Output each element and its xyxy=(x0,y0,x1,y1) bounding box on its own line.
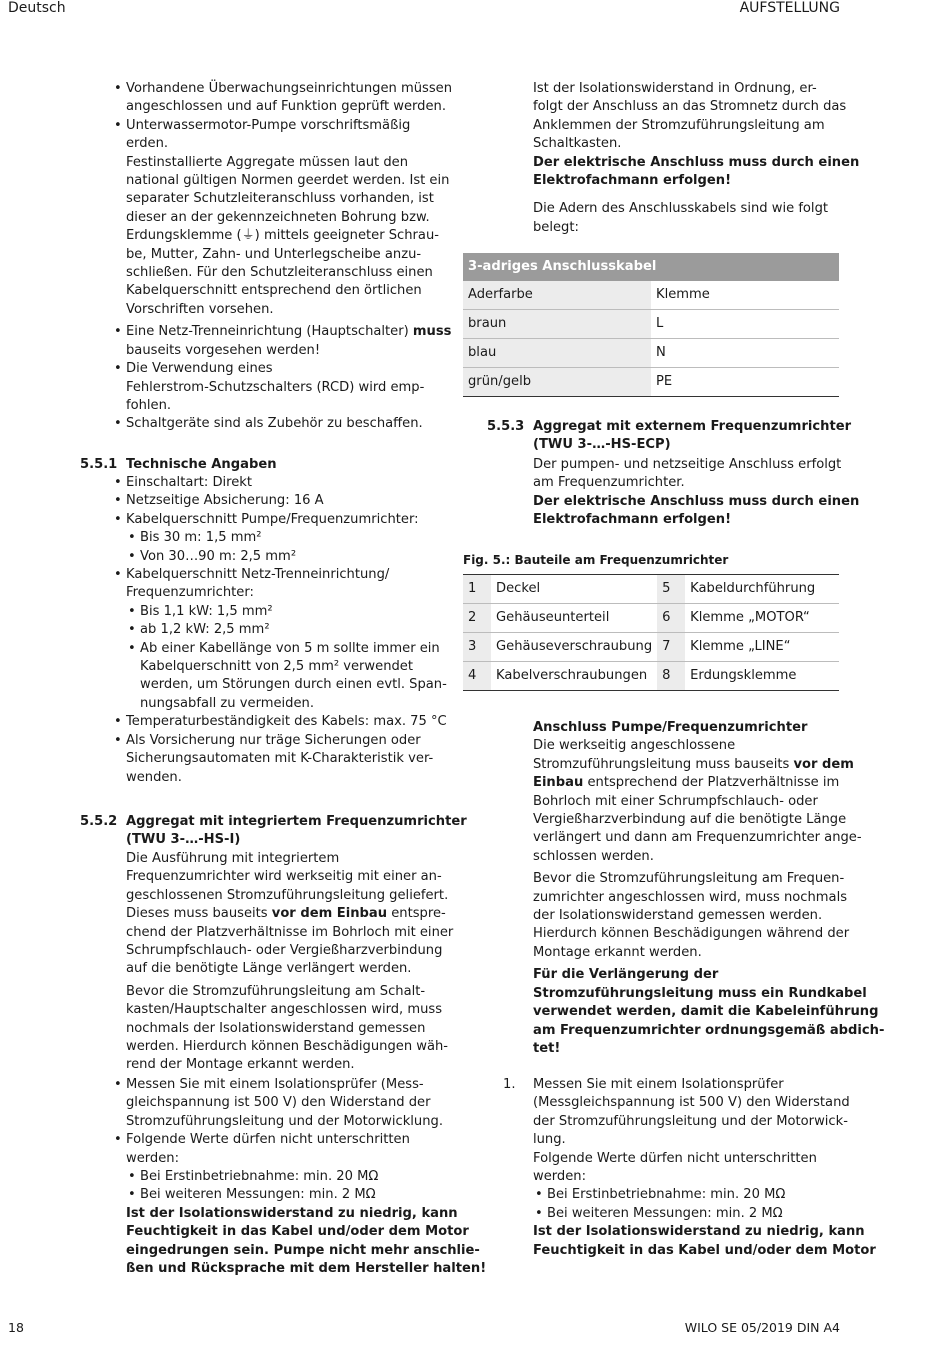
paragraph-line: der Stromzuführungsleitung und der Motorwick- xyxy=(533,1113,848,1129)
sub-list-item: • Ab einer Kabellänge von 5 m sollte immer ein xyxy=(128,640,444,658)
table-cell: Erdungsklemme xyxy=(685,662,839,691)
list-item-cont: erden. xyxy=(126,136,169,152)
footer-page-number: 18 xyxy=(8,1320,24,1335)
parts-table xyxy=(463,574,839,691)
table-cell: PE xyxy=(651,368,839,397)
section-title-553: Aggregat mit externem Frequenzumrichter xyxy=(533,419,852,434)
list-item-cont: Stromzuführungsleitung und der Motorwicklung. xyxy=(126,1113,443,1129)
table-cell: braun xyxy=(463,310,651,339)
paragraph-line: (Messgleichspannung ist 500 V) den Widerstand xyxy=(533,1095,850,1111)
table-row xyxy=(463,310,839,339)
list-item-cont: dieser an der gekennzeichneten Bohrung bzw. xyxy=(126,209,430,225)
warning-line: ßen und Rücksprache mit dem Hersteller halten! xyxy=(126,1261,487,1277)
list-item: • Als Vorsicherung nur träge Sicherungen oder xyxy=(114,732,444,750)
paragraph-line: Folgende Werte dürfen nicht unterschritten xyxy=(533,1150,817,1166)
header-language: Deutsch xyxy=(8,0,66,16)
section-553-body xyxy=(533,456,860,530)
sub-list-item: • Bei Erstinbetriebnahme: min. 20 MΩ xyxy=(535,1186,845,1204)
paragraph-line: Stromzuführungsleitung muss bauseits vor dem xyxy=(533,756,854,772)
paragraph-line: chend der Platzverhältnisse im Bohrloch mit einer xyxy=(126,924,454,940)
section-number-551: 5.5.1 xyxy=(80,457,118,472)
list-item: • Eine Netz-Trenneinrichtung (Hauptschalter) muss xyxy=(114,323,444,341)
paragraph-line: Bohrloch mit einer Schrumpfschlauch- oder xyxy=(533,793,818,809)
step-1-body xyxy=(533,1076,876,1260)
list-item: • Temperaturbeständigkeit des Kabels: max. 75 °C xyxy=(114,713,444,731)
table-cell: Klemme „MOTOR“ xyxy=(685,604,839,633)
list-item-cont: bauseits vorgesehen werden! xyxy=(126,342,321,358)
warning-line: am Frequenzumrichter ordnungsgemäß abdich- xyxy=(533,1022,885,1038)
list-item: • Kabelquerschnitt Pumpe/Frequenzumrichter: xyxy=(114,511,444,529)
paragraph-line: auf die benötigte Länge verlängert werden. xyxy=(126,961,412,977)
list-item: • Unterwassermotor-Pumpe vorschriftsmäßig xyxy=(114,117,444,135)
subsection-title: Anschluss Pumpe/Frequenzumrichter xyxy=(533,720,808,735)
warning-line: Der elektrische Anschluss muss durch einen xyxy=(533,493,860,509)
cable-assignment-table xyxy=(463,253,839,397)
table-row xyxy=(463,281,839,310)
paragraph-line: werden: xyxy=(533,1169,586,1185)
list-item: • Einschaltart: Direkt xyxy=(114,474,444,492)
table-cell: Kabeldurchführung xyxy=(685,575,839,604)
warning-line: eingedrungen sein. Pumpe nicht mehr anschlie- xyxy=(126,1242,480,1258)
section-subtitle-552: (TWU 3-…-HS-I) xyxy=(126,832,241,847)
paragraph-line: Ist der Isolationswiderstand in Ordnung, er- xyxy=(533,81,817,96)
paragraph-line: Messen Sie mit einem Isolationsprüfer xyxy=(533,1077,784,1092)
paragraph-line: Hierdurch können Beschädigungen während der xyxy=(533,926,850,942)
table-cell: 2 xyxy=(463,604,491,633)
table-cell: 6 xyxy=(657,604,685,633)
table-row xyxy=(463,339,839,368)
table-cell: grün/gelb xyxy=(463,368,651,397)
paragraph-line: Bevor die Stromzuführungsleitung am Frequen- xyxy=(533,871,845,887)
paragraph-line: Die Ausführung mit integriertem xyxy=(126,851,340,866)
paragraph-line: zumrichter angeschlossen wird, muss nochmals xyxy=(533,889,848,905)
list-item-cont: Fehlerstrom-Schutzschalters (RCD) wird emp- xyxy=(126,379,425,395)
paragraph-line: am Frequenzumrichter. xyxy=(533,475,685,491)
paragraph-line: der Isolationswiderstand gemessen werden. xyxy=(533,908,823,924)
right-intro xyxy=(533,80,860,237)
section-title-551: Technische Angaben xyxy=(126,457,277,472)
paragraph-line: Bevor die Stromzuführungsleitung am Schalt- xyxy=(126,983,426,999)
step-number: 1. xyxy=(503,1077,516,1092)
paragraph-line: Die werkseitig angeschlossene xyxy=(533,738,736,754)
section-subtitle-553: (TWU 3-…-HS-ECP) xyxy=(533,437,671,452)
table-cell: 4 xyxy=(463,662,491,691)
header-chapter: AUFSTELLUNG xyxy=(739,0,840,16)
paragraph-line: schlossen werden. xyxy=(533,848,654,864)
sub-list-item: • Bei Erstinbetriebnahme: min. 20 MΩ xyxy=(128,1168,444,1186)
table-cell: Kabelverschraubungen xyxy=(491,662,657,691)
sub-list-item: • Bei weiteren Messungen: min. 2 MΩ xyxy=(128,1186,444,1204)
section-number-552: 5.5.2 xyxy=(80,814,118,829)
paragraph-line: Schaltkasten. xyxy=(533,136,622,152)
warning-line: tet! xyxy=(533,1040,561,1056)
connection-section xyxy=(533,719,885,1058)
list-item-cont: wenden. xyxy=(126,769,182,785)
warning-line: Elektrofachmann erfolgen! xyxy=(533,173,732,189)
paragraph-line: Montage erkannt werden. xyxy=(533,944,702,960)
warning-line: Ist der Isolationswiderstand zu niedrig, kann xyxy=(533,1224,865,1240)
list-item-cont: be, Mutter, Zahn- und Unterlegscheibe anzu- xyxy=(126,246,422,262)
warning-line: Stromzuführungsleitung muss ein Rundkabel xyxy=(533,985,867,1001)
list-item: • Vorhandene Überwachungseinrichtungen müssen xyxy=(114,80,444,98)
paragraph-line: verlängert und dann am Frequenzumrichter ange- xyxy=(533,830,862,846)
list-item-cont: national gültigen Normen geerdet werden. Ist ein xyxy=(126,173,450,189)
list-item-cont: angeschlossen und auf Funktion geprüft werden. xyxy=(126,99,447,115)
warning-line: Ist der Isolationswiderstand zu niedrig, kann xyxy=(126,1205,458,1221)
sub-list-item-cont: werden, um Störungen durch einen evtl. Span- xyxy=(140,677,447,693)
list-item-cont: gleichspannung ist 500 V) den Widerstand der xyxy=(126,1095,431,1111)
paragraph-line: rend der Montage erkannt werden. xyxy=(126,1057,355,1073)
paragraph-line: Frequenzumrichter wird werkseitig mit einer an- xyxy=(126,869,442,885)
table-row xyxy=(463,575,839,604)
table-cell: 7 xyxy=(657,633,685,662)
table-row xyxy=(463,368,839,397)
table-cell: 8 xyxy=(657,662,685,691)
sub-list-item-cont: Kabelquerschnitt von 2,5 mm² verwendet xyxy=(140,659,413,675)
sub-list-item: • Bis 30 m: 1,5 mm² xyxy=(128,529,444,547)
sub-list-item: • Von 30…90 m: 2,5 mm² xyxy=(128,548,444,566)
list-item-cont: schließen. Für den Schutzleiteranschluss einen xyxy=(126,265,433,281)
list-item: • Netzseitige Absicherung: 16 A xyxy=(114,492,444,510)
table-cell: 1 xyxy=(463,575,491,604)
list-item-cont: Festinstallierte Aggregate müssen laut den xyxy=(126,154,409,170)
table-cell: Deckel xyxy=(491,575,657,604)
warning-line: Feuchtigkeit in das Kabel und/oder dem Motor xyxy=(533,1242,876,1258)
paragraph-line: Anklemmen der Stromzuführungsleitung am xyxy=(533,117,825,133)
paragraph-line: Vergießharzverbindung auf die benötigte Länge xyxy=(533,812,847,828)
sub-list-item: • Bei weiteren Messungen: min. 2 MΩ xyxy=(535,1205,845,1223)
table-row xyxy=(463,662,839,691)
cable-table-title: 3-adriges Anschlusskabel xyxy=(463,253,839,281)
list-item: • Messen Sie mit einem Isolationsprüfer (Mess- xyxy=(114,1076,444,1094)
emphasis: muss xyxy=(412,324,452,340)
table-cell: N xyxy=(651,339,839,368)
table-row xyxy=(463,604,839,633)
list-item-cont: separater Schutzleiteranschluss vorhanden, ist xyxy=(126,191,434,207)
table-cell: 3 xyxy=(463,633,491,662)
paragraph-line: lung. xyxy=(533,1132,566,1148)
paragraph-line: Schrumpfschlauch- oder Vergießharzverbindung xyxy=(126,943,443,959)
paragraph-line: Der pumpen- und netzseitige Anschluss erfolgt xyxy=(533,457,842,472)
table-cell: Gehäuseunterteil xyxy=(491,604,657,633)
tech-spec-list xyxy=(114,474,447,787)
list-item-cont: werden: xyxy=(126,1150,179,1166)
sub-list-item: • Bis 1,1 kW: 1,5 mm² xyxy=(128,603,444,621)
paragraph-line: Dieses muss bauseits vor dem Einbau entspre- xyxy=(126,906,446,922)
warning-line: Feuchtigkeit in das Kabel und/oder dem Motor xyxy=(126,1224,469,1240)
list-item: • Die Verwendung eines xyxy=(114,360,444,378)
table-cell: 5 xyxy=(657,575,685,604)
list-item-cont: Kabelquerschnitt entsprechend den örtlichen xyxy=(126,283,422,299)
list-item-cont: Sicherungsautomaten mit K-Charakteristik ver- xyxy=(126,751,434,767)
warning-line: Elektrofachmann erfolgen! xyxy=(533,512,732,528)
section-number-553: 5.5.3 xyxy=(487,419,525,434)
warning-line: Für die Verlängerung der xyxy=(533,967,719,983)
paragraph-line: Einbau entsprechend der Platzverhältnisse im xyxy=(533,775,840,791)
section-552-list xyxy=(114,1076,487,1278)
table-cell: Klemme xyxy=(651,281,839,310)
paragraph-line: belegt: xyxy=(533,219,579,235)
list-item-cont: Vorschriften vorsehen. xyxy=(126,301,274,317)
table-row xyxy=(463,633,839,662)
figure-caption: Fig. 5.: Bauteile am Frequenzumrichter xyxy=(463,553,729,567)
paragraph-line: geschlossenen Stromzuführungsleitung geliefert. xyxy=(126,887,449,903)
paragraph-line: werden. Hierdurch können Beschädigungen wäh- xyxy=(126,1039,449,1055)
table-cell: Klemme „LINE“ xyxy=(685,633,839,662)
intro-bullet-list xyxy=(114,80,453,434)
footer-publisher: WILO SE 05/2019 DIN A4 xyxy=(684,1320,840,1335)
list-item-cont: Frequenzumrichter: xyxy=(126,585,254,601)
table-cell: Aderfarbe xyxy=(463,281,651,310)
section-title-552: Aggregat mit integriertem Frequenzumrichter xyxy=(126,814,467,829)
list-item: • Schaltgeräte sind als Zubehör zu beschaffen. xyxy=(114,415,444,433)
table-cell: Gehäuseverschraubung xyxy=(491,633,657,662)
paragraph-line: nochmals der Isolationswiderstand gemessen xyxy=(126,1020,426,1036)
list-item: • Kabelquerschnitt Netz-Trenneinrichtung/ xyxy=(114,566,444,584)
paragraph-line: kasten/Hauptschalter angeschlossen wird, muss xyxy=(126,1002,443,1018)
sub-list-item-cont: nungsabfall zu vermeiden. xyxy=(140,695,315,711)
warning-line: Der elektrische Anschluss muss durch einen xyxy=(533,154,860,170)
table-cell: L xyxy=(651,310,839,339)
paragraph-line: Die Adern des Anschlusskabels sind wie folgt xyxy=(533,201,829,217)
warning-line: verwendet werden, damit die Kabeleinführung xyxy=(533,1004,879,1020)
list-item-cont: Erdungsklemme (⏚) mittels geeigneter Schrau- xyxy=(126,228,439,244)
list-item: • Folgende Werte dürfen nicht unterschritten xyxy=(114,1131,444,1149)
sub-list-item: • ab 1,2 kW: 2,5 mm² xyxy=(128,621,444,639)
paragraph-line: folgt der Anschluss an das Stromnetz durch das xyxy=(533,99,847,115)
section-552-body xyxy=(126,850,454,1075)
list-item-cont: fohlen. xyxy=(126,397,172,413)
table-cell: blau xyxy=(463,339,651,368)
